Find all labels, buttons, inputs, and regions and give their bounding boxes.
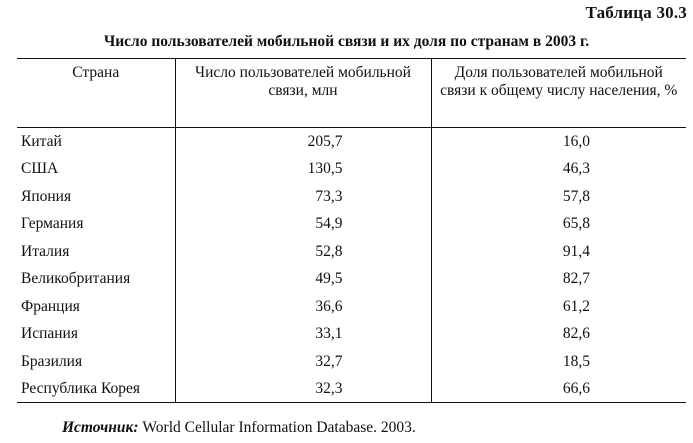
- users-cell: 54,9: [175, 210, 431, 238]
- share-cell: 57,8: [431, 183, 686, 211]
- share-cell: 16,0: [431, 128, 686, 156]
- column-header-country: Страна: [17, 59, 175, 128]
- column-header-share: Доля пользователей мобильной связи к общему числу населения, %: [431, 59, 686, 128]
- table-header-row: [17, 59, 686, 128]
- country-cell: Китай: [21, 133, 62, 150]
- column-header-users: Число пользователей мобильной связи, млн: [175, 59, 431, 128]
- source-text: World Cellular Information Database. 2003.: [142, 419, 416, 436]
- table-row: [17, 265, 686, 293]
- country-cell: Франция: [21, 297, 80, 315]
- users-cell: 73,3: [175, 183, 431, 211]
- users-cell: 32,7: [175, 348, 431, 376]
- share-cell: 61,2: [431, 293, 686, 321]
- mobile-users-table: [17, 58, 686, 403]
- users-cell: 33,1: [175, 320, 431, 348]
- share-cell: 46,3: [431, 155, 686, 183]
- table-row: [17, 238, 686, 266]
- users-cell: 205,7: [175, 128, 431, 156]
- table-caption: Число пользователей мобильной связи и их доля по странам в 2003 г.: [103, 33, 590, 50]
- share-cell: 91,4: [431, 238, 686, 266]
- users-cell: 36,6: [175, 293, 431, 321]
- source-label: Источник:: [62, 419, 139, 436]
- table-body: [17, 128, 686, 403]
- country-cell: Германия: [21, 215, 84, 233]
- users-cell: 130,5: [175, 155, 431, 183]
- table-row: [17, 348, 686, 376]
- share-cell: 65,8: [431, 210, 686, 238]
- table-row: [17, 155, 686, 183]
- users-cell: 49,5: [175, 265, 431, 293]
- country-cell: Италия: [21, 242, 70, 260]
- share-cell: 18,5: [431, 348, 686, 376]
- table-row: [17, 293, 686, 321]
- table-row: [17, 375, 686, 403]
- country-cell: Великобритания: [21, 270, 131, 288]
- country-cell: Испания: [21, 325, 78, 343]
- users-cell: 52,8: [175, 238, 431, 266]
- country-cell: США: [21, 160, 59, 178]
- share-cell: 82,7: [431, 265, 686, 293]
- users-cell: 32,3: [175, 375, 431, 403]
- table-row: [17, 128, 686, 156]
- table-row: [17, 183, 686, 211]
- share-cell: 66,6: [431, 375, 686, 403]
- table-number: Таблица 30.3: [585, 3, 687, 22]
- country-cell: Бразилия: [21, 352, 83, 370]
- country-cell: Япония: [21, 187, 72, 205]
- table-row: [17, 320, 686, 348]
- share-cell: 82,6: [431, 320, 686, 348]
- country-cell: Республика Корея: [17, 375, 175, 403]
- source-note: [62, 419, 416, 437]
- table-row: [17, 210, 686, 238]
